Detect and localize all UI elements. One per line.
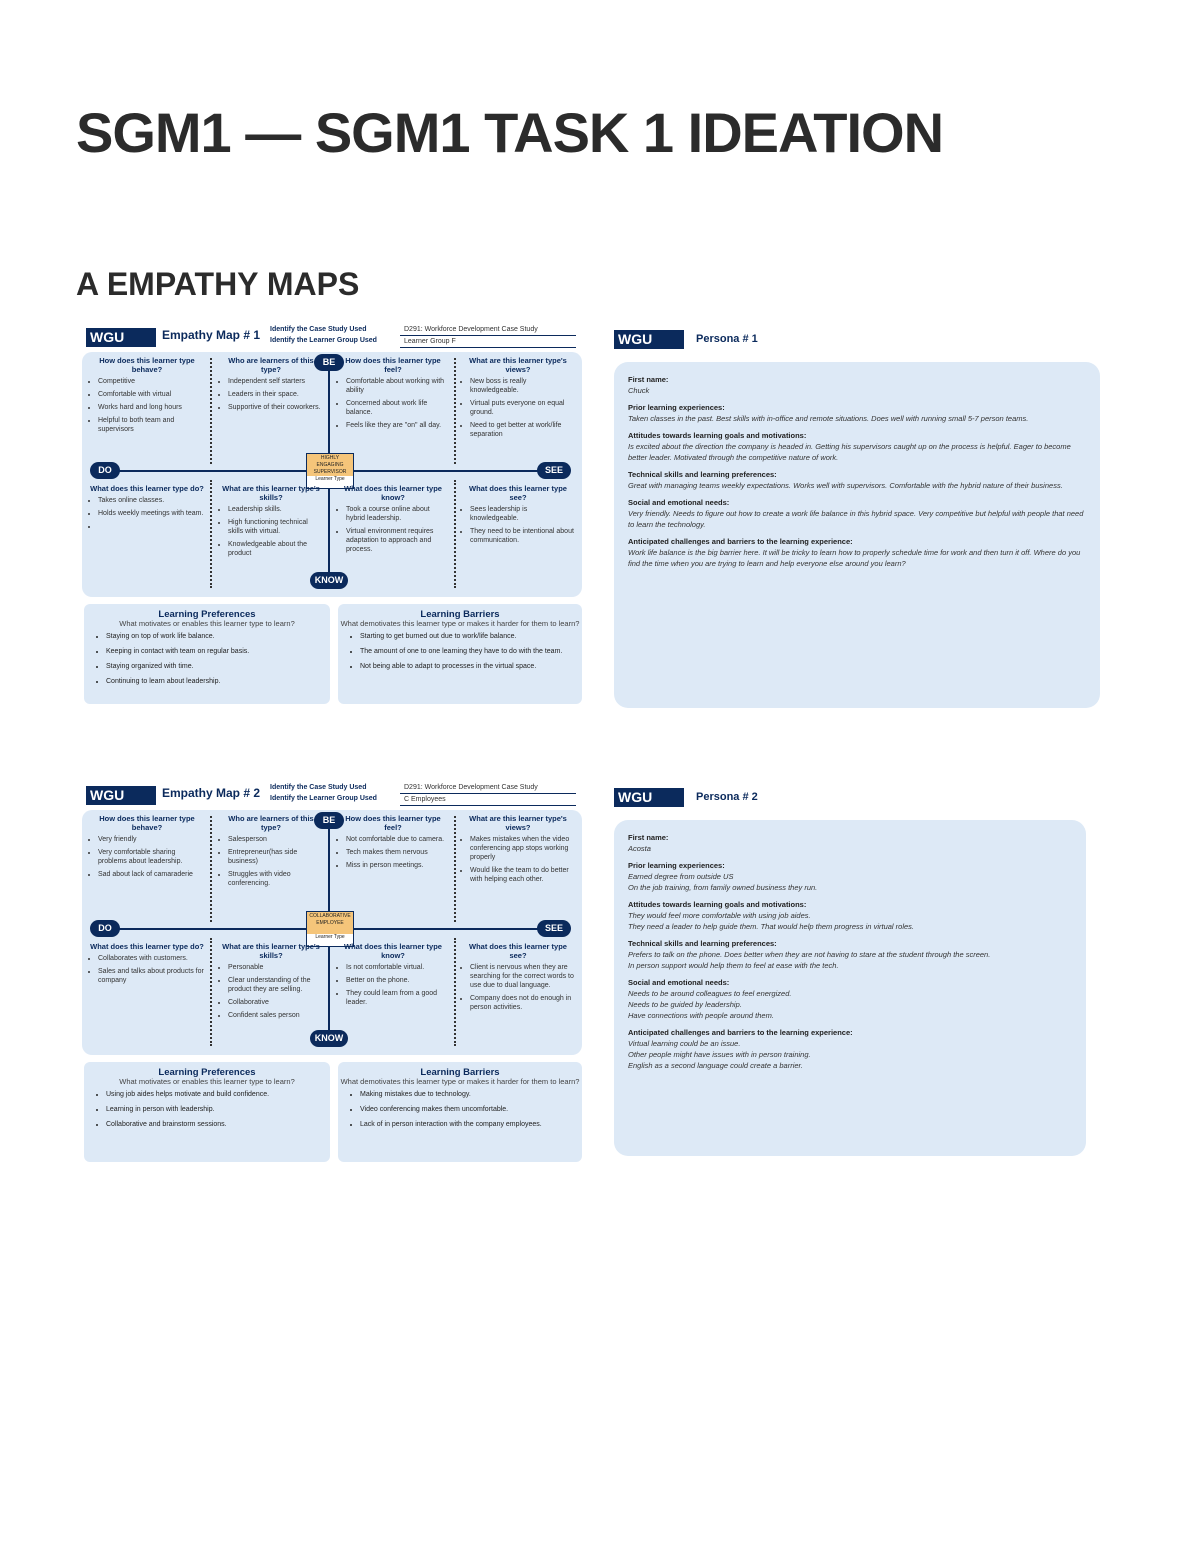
cell-item: • Client is nervous when they are searching for the correct words to use due to dual language. [470, 963, 576, 990]
cell-question: Who are learners of this type? [228, 814, 314, 832]
cell-item: • Comfortable about working with ability [346, 377, 450, 395]
persona-header [610, 326, 1100, 356]
map-header [82, 782, 582, 812]
persona-header [610, 784, 1100, 814]
persona-field-value: On the job training, from family owned business they run. [628, 883, 818, 892]
cell-item: • Personable [228, 963, 324, 972]
cell-item: • Independent self starters [228, 377, 324, 386]
quadrant-cell [218, 484, 324, 562]
wgu-logo: WGU [614, 788, 684, 807]
persona [610, 784, 1100, 1070]
persona-field-value: English as a second language could create a barrier. [628, 1061, 803, 1070]
quadrant-cell [218, 942, 324, 1024]
map-header [82, 324, 582, 354]
persona-field-label: Social and emotional needs: [628, 978, 730, 987]
quadrant-cell [460, 814, 576, 888]
quadrant-cell [336, 356, 450, 434]
quadrant-cell [336, 942, 450, 1011]
cell-question: How does this learner type feel? [345, 814, 441, 832]
barriers-list [338, 632, 582, 671]
cell-item: • Salesperson [228, 835, 324, 844]
preferences-title: Learning Preferences [158, 609, 256, 620]
cell-item: • Makes mistakes when the video conferencing app stops working properly [470, 835, 576, 862]
persona-field-label: First name: [628, 833, 669, 842]
see-label: SEE [537, 462, 571, 479]
cell-question: What are this learner type's skills? [222, 484, 320, 502]
be-label: BE [314, 354, 344, 371]
persona-field-value: Prefers to talk on the phone. Does better when they are not having to stare at the student through the screen. [628, 950, 991, 959]
quadrant-cell [218, 814, 324, 892]
preferences-list [84, 1090, 330, 1129]
cell-item: • High functioning technical skills with virtual. [228, 518, 324, 536]
barrier-item: • Video conferencing makes them uncomfortable. [360, 1105, 582, 1114]
ident-values [400, 782, 576, 806]
cell-item: • Better on the phone. [346, 976, 450, 985]
preference-item: • Using job aides helps motivate and build confidence. [106, 1090, 330, 1099]
preference-item: • Collaborative and brainstorm sessions. [106, 1120, 330, 1129]
persona-field-value: Virtual learning could be an issue. [628, 1039, 741, 1048]
cell-item: • Miss in person meetings. [346, 861, 450, 870]
cell-question: How does this learner type feel? [345, 356, 441, 374]
persona-field-value: Have connections with people around them. [628, 1011, 774, 1020]
know-label: KNOW [310, 1030, 348, 1047]
cell-item: • Sales and talks about products for company [98, 967, 206, 985]
persona-field-label: First name: [628, 375, 669, 384]
cell-list [88, 835, 206, 879]
persona-field-label: Technical skills and learning preferences: [628, 470, 777, 479]
persona-field-value: They would feel more comfortable with using job aides. [628, 911, 811, 920]
cell-item: • Collaborates with customers. [98, 954, 206, 963]
learner-type-tag: Learner Type [315, 934, 345, 940]
ident-labels [270, 324, 377, 346]
persona-title: Persona # 2 [696, 791, 758, 803]
persona [610, 326, 1100, 568]
cell-question: How does this learner type behave? [99, 356, 195, 374]
persona-field-value: Other people might have issues with in person training. [628, 1050, 811, 1059]
quadrant-cell [218, 356, 324, 416]
cell-list [336, 377, 450, 430]
cell-item: • Struggles with video conferencing. [228, 870, 324, 888]
cell-item: • Competitive [98, 377, 206, 386]
cell-item: • Helpful to both team and supervisors [98, 416, 206, 434]
cell-item: • Leaders in their space. [228, 390, 324, 399]
cell-item: • Company does not do enough in person activities. [470, 994, 576, 1012]
cell-question: How does this learner type behave? [99, 814, 195, 832]
case-value: D291: Workforce Development Case Study [400, 324, 576, 336]
quadrant-panel [82, 352, 582, 597]
cell-question: What does this learner type do? [90, 484, 204, 493]
cell-item: • Would like the team to do better with helping each other. [470, 866, 576, 884]
cell-item: • Comfortable with virtual [98, 390, 206, 399]
persona-field-label: Prior learning experiences: [628, 861, 725, 870]
persona-field-value: Taken classes in the past. Best skills with in-office and remote situations. Does well with running small 5-7 person teams. [628, 414, 1029, 423]
learner-type-image: HIGHLY ENGAGING SUPERVISOR [307, 454, 353, 476]
barriers-list [338, 1090, 582, 1129]
persona-field-value: Earned degree from outside US [628, 872, 734, 881]
cell-item: • New boss is really knowledgeable. [470, 377, 576, 395]
cell-item: • Sees leadership is knowledgeable. [470, 505, 576, 523]
cell-item: • Tech makes them nervous [346, 848, 450, 857]
group-label: Identify the Learner Group Used [270, 337, 377, 344]
persona-field-label: Attitudes towards learning goals and motivations: [628, 900, 807, 909]
barriers-subtitle: What demotivates this learner type or makes it harder for them to learn? [340, 1077, 580, 1086]
cell-item: • Feels like they are "on" all day. [346, 421, 450, 430]
be-label: BE [314, 812, 344, 829]
persona-field-value: Work life balance is the big barrier here. It will be tricky to learn how to properly schedule time for work and then turn it off. Where do you find the time when you are trying to learn and help everyone else around you learn? [628, 548, 1081, 568]
group-value: Learner Group F [400, 336, 576, 348]
barrier-item: • Making mistakes due to technology. [360, 1090, 582, 1099]
persona-card [614, 820, 1086, 1156]
preferences-subtitle: What motivates or enables this learner type to learn? [119, 1077, 295, 1086]
cell-item: • Very comfortable sharing problems about leadership. [98, 848, 206, 866]
persona-field-value: Needs to be guided by leadership. [628, 1000, 742, 1009]
divider-dots [454, 938, 456, 1046]
quadrant-cell [460, 484, 576, 549]
quadrant-cell [88, 484, 206, 535]
cell-item: • Is not comfortable virtual. [346, 963, 450, 972]
know-label: KNOW [310, 572, 348, 589]
cell-list [218, 377, 324, 412]
cell-item: • Entrepreneur(has side business) [228, 848, 324, 866]
cell-question: What are this learner type's views? [469, 356, 567, 374]
cell-item: • Collaborative [228, 998, 324, 1007]
persona-title: Persona # 1 [696, 333, 758, 345]
divider-dots [210, 358, 212, 464]
cell-list [218, 963, 324, 1020]
persona-field-value: Needs to be around colleagues to feel energized. [628, 989, 792, 998]
case-label: Identify the Case Study Used [270, 326, 367, 333]
persona-card [614, 362, 1100, 708]
barrier-item: • Starting to get burned out due to work/life balance. [360, 632, 582, 641]
cell-list [88, 954, 206, 985]
ident-labels [270, 782, 377, 804]
persona-field-value: Acosta [628, 844, 651, 853]
persona-field-value: Very friendly. Needs to figure out how to create a work life balance in this hybrid space. Very competitive but helpful with people that need to learn the technology. [628, 509, 1084, 529]
quadrant-cell [336, 814, 450, 874]
wgu-logo: WGU [614, 330, 684, 349]
group-value: C Employees [400, 794, 576, 806]
cell-question: What does this learner type know? [344, 484, 442, 502]
cell-item [98, 522, 206, 531]
learning-preferences [84, 1062, 330, 1162]
persona-field-value: In person support would help them to feel at ease with the tech. [628, 961, 839, 970]
section-heading: A EMPATHY MAPS [76, 266, 360, 302]
barrier-item: • Not being able to adapt to processes in the virtual space. [360, 662, 582, 671]
persona-field-label: Prior learning experiences: [628, 403, 725, 412]
quadrant-panel [82, 810, 582, 1055]
map-title: Empathy Map # 1 [162, 328, 261, 342]
quadrant-cell [88, 942, 206, 989]
cell-item: • Not comfortable due to camera. [346, 835, 450, 844]
learning-barriers [338, 1062, 582, 1162]
cell-item: • Takes online classes. [98, 496, 206, 505]
cell-list [218, 505, 324, 558]
cell-item: • Clear understanding of the product they are selling. [228, 976, 324, 994]
group-label: Identify the Learner Group Used [270, 795, 377, 802]
divider-dots [454, 480, 456, 588]
do-label: DO [90, 462, 120, 479]
learner-type-image: COLLABORATIVE EMPLOYEE [307, 912, 353, 934]
cell-item: • Took a course online about hybrid leadership. [346, 505, 450, 523]
cell-item: • Confident sales person [228, 1011, 324, 1020]
persona-field-label: Anticipated challenges and barriers to the learning experience: [628, 537, 853, 546]
persona-field-label: Technical skills and learning preferences: [628, 939, 777, 948]
learner-type-tag: Learner Type [315, 476, 345, 482]
preferences-subtitle: What motivates or enables this learner type to learn? [119, 619, 295, 628]
cell-item: • Knowledgeable about the product [228, 540, 324, 558]
cell-list [460, 377, 576, 439]
wgu-logo: WGU [86, 786, 156, 805]
persona-field-value: Is excited about the direction the company is headed in. Getting his supervisors caught up on the process is helpful. Eager to become better leader. Motivated through the competitive nature of work. [628, 442, 1071, 462]
see-label: SEE [537, 920, 571, 937]
barrier-item: • Lack of in person interaction with the company employees. [360, 1120, 582, 1129]
divider-dots [210, 938, 212, 1046]
barrier-item: • The amount of one to one learning they have to do with the team. [360, 647, 582, 656]
cell-item: • Virtual puts everyone on equal ground. [470, 399, 576, 417]
cell-question: What does this learner type do? [90, 942, 204, 951]
cell-question: What does this learner type see? [469, 942, 567, 960]
preference-item: • Keeping in contact with team on regular basis. [106, 647, 330, 656]
cell-question: What does this learner type know? [344, 942, 442, 960]
cell-list [460, 963, 576, 1012]
cell-item: • Supportive of their coworkers. [228, 403, 324, 412]
quadrant-cell [88, 356, 206, 438]
cell-list [460, 835, 576, 884]
quadrant-cell [88, 814, 206, 883]
wgu-logo: WGU [86, 328, 156, 347]
preferences-list [84, 632, 330, 686]
cell-item: • Concerned about work life balance. [346, 399, 450, 417]
cell-item: • Works hard and long hours [98, 403, 206, 412]
ident-values [400, 324, 576, 348]
empathy-map [82, 324, 582, 685]
preference-item: • Continuing to learn about leadership. [106, 677, 330, 686]
quadrant-cell [460, 942, 576, 1016]
divider-dots [210, 480, 212, 588]
persona-field-value: They need a leader to help guide them. That would help them progress in virtual roles. [628, 922, 914, 931]
divider-dots [454, 816, 456, 922]
do-label: DO [90, 920, 120, 937]
cell-list [218, 835, 324, 888]
preference-item: • Staying organized with time. [106, 662, 330, 671]
cell-question: Who are learners of this type? [228, 356, 314, 374]
case-label: Identify the Case Study Used [270, 784, 367, 791]
cell-item: • Need to get better at work/life separation [470, 421, 576, 439]
barriers-title: Learning Barriers [420, 609, 500, 620]
persona-field-label: Anticipated challenges and barriers to the learning experience: [628, 1028, 853, 1037]
preference-item: • Learning in person with leadership. [106, 1105, 330, 1114]
cell-item: • They could learn from a good leader. [346, 989, 450, 1007]
barriers-title: Learning Barriers [420, 1067, 500, 1078]
barriers-subtitle: What demotivates this learner type or makes it harder for them to learn? [340, 619, 580, 628]
cell-item: • Holds weekly meetings with team. [98, 509, 206, 518]
cell-item: • Virtual environment requires adaptation to approach and process. [346, 527, 450, 554]
persona-field-label: Social and emotional needs: [628, 498, 730, 507]
cell-question: What are this learner type's views? [469, 814, 567, 832]
cell-item: • Very friendly [98, 835, 206, 844]
divider-dots [210, 816, 212, 922]
cell-item: • They need to be intentional about communication. [470, 527, 576, 545]
cell-list [88, 496, 206, 531]
cell-question: What are this learner type's skills? [222, 942, 320, 960]
persona-field-value: Chuck [628, 386, 650, 395]
cell-list [88, 377, 206, 434]
preferences-title: Learning Preferences [158, 1067, 256, 1078]
learning-barriers [338, 604, 582, 704]
cell-item: • Leadership skills. [228, 505, 324, 514]
map-title: Empathy Map # 2 [162, 786, 261, 800]
page-title: SGM1 — SGM1 TASK 1 IDEATION [76, 101, 944, 164]
cell-list [336, 963, 450, 1007]
divider-dots [454, 358, 456, 464]
quadrant-cell [460, 356, 576, 443]
learning-preferences [84, 604, 330, 704]
cell-list [336, 835, 450, 870]
quadrant-cell [336, 484, 450, 558]
empathy-map [82, 782, 582, 1128]
persona-field-label: Attitudes towards learning goals and motivations: [628, 431, 807, 440]
preference-item: • Staying on top of work life balance. [106, 632, 330, 641]
cell-list [460, 505, 576, 545]
cell-list [336, 505, 450, 554]
persona-field-value: Great with managing teams weekly expectations. Works well with supervisors. Comfortable with the hybrid nature of their business. [628, 481, 1063, 490]
cell-item: • Sad about lack of camaraderie [98, 870, 206, 879]
cell-question: What does this learner type see? [469, 484, 567, 502]
case-value: D291: Workforce Development Case Study [400, 782, 576, 794]
